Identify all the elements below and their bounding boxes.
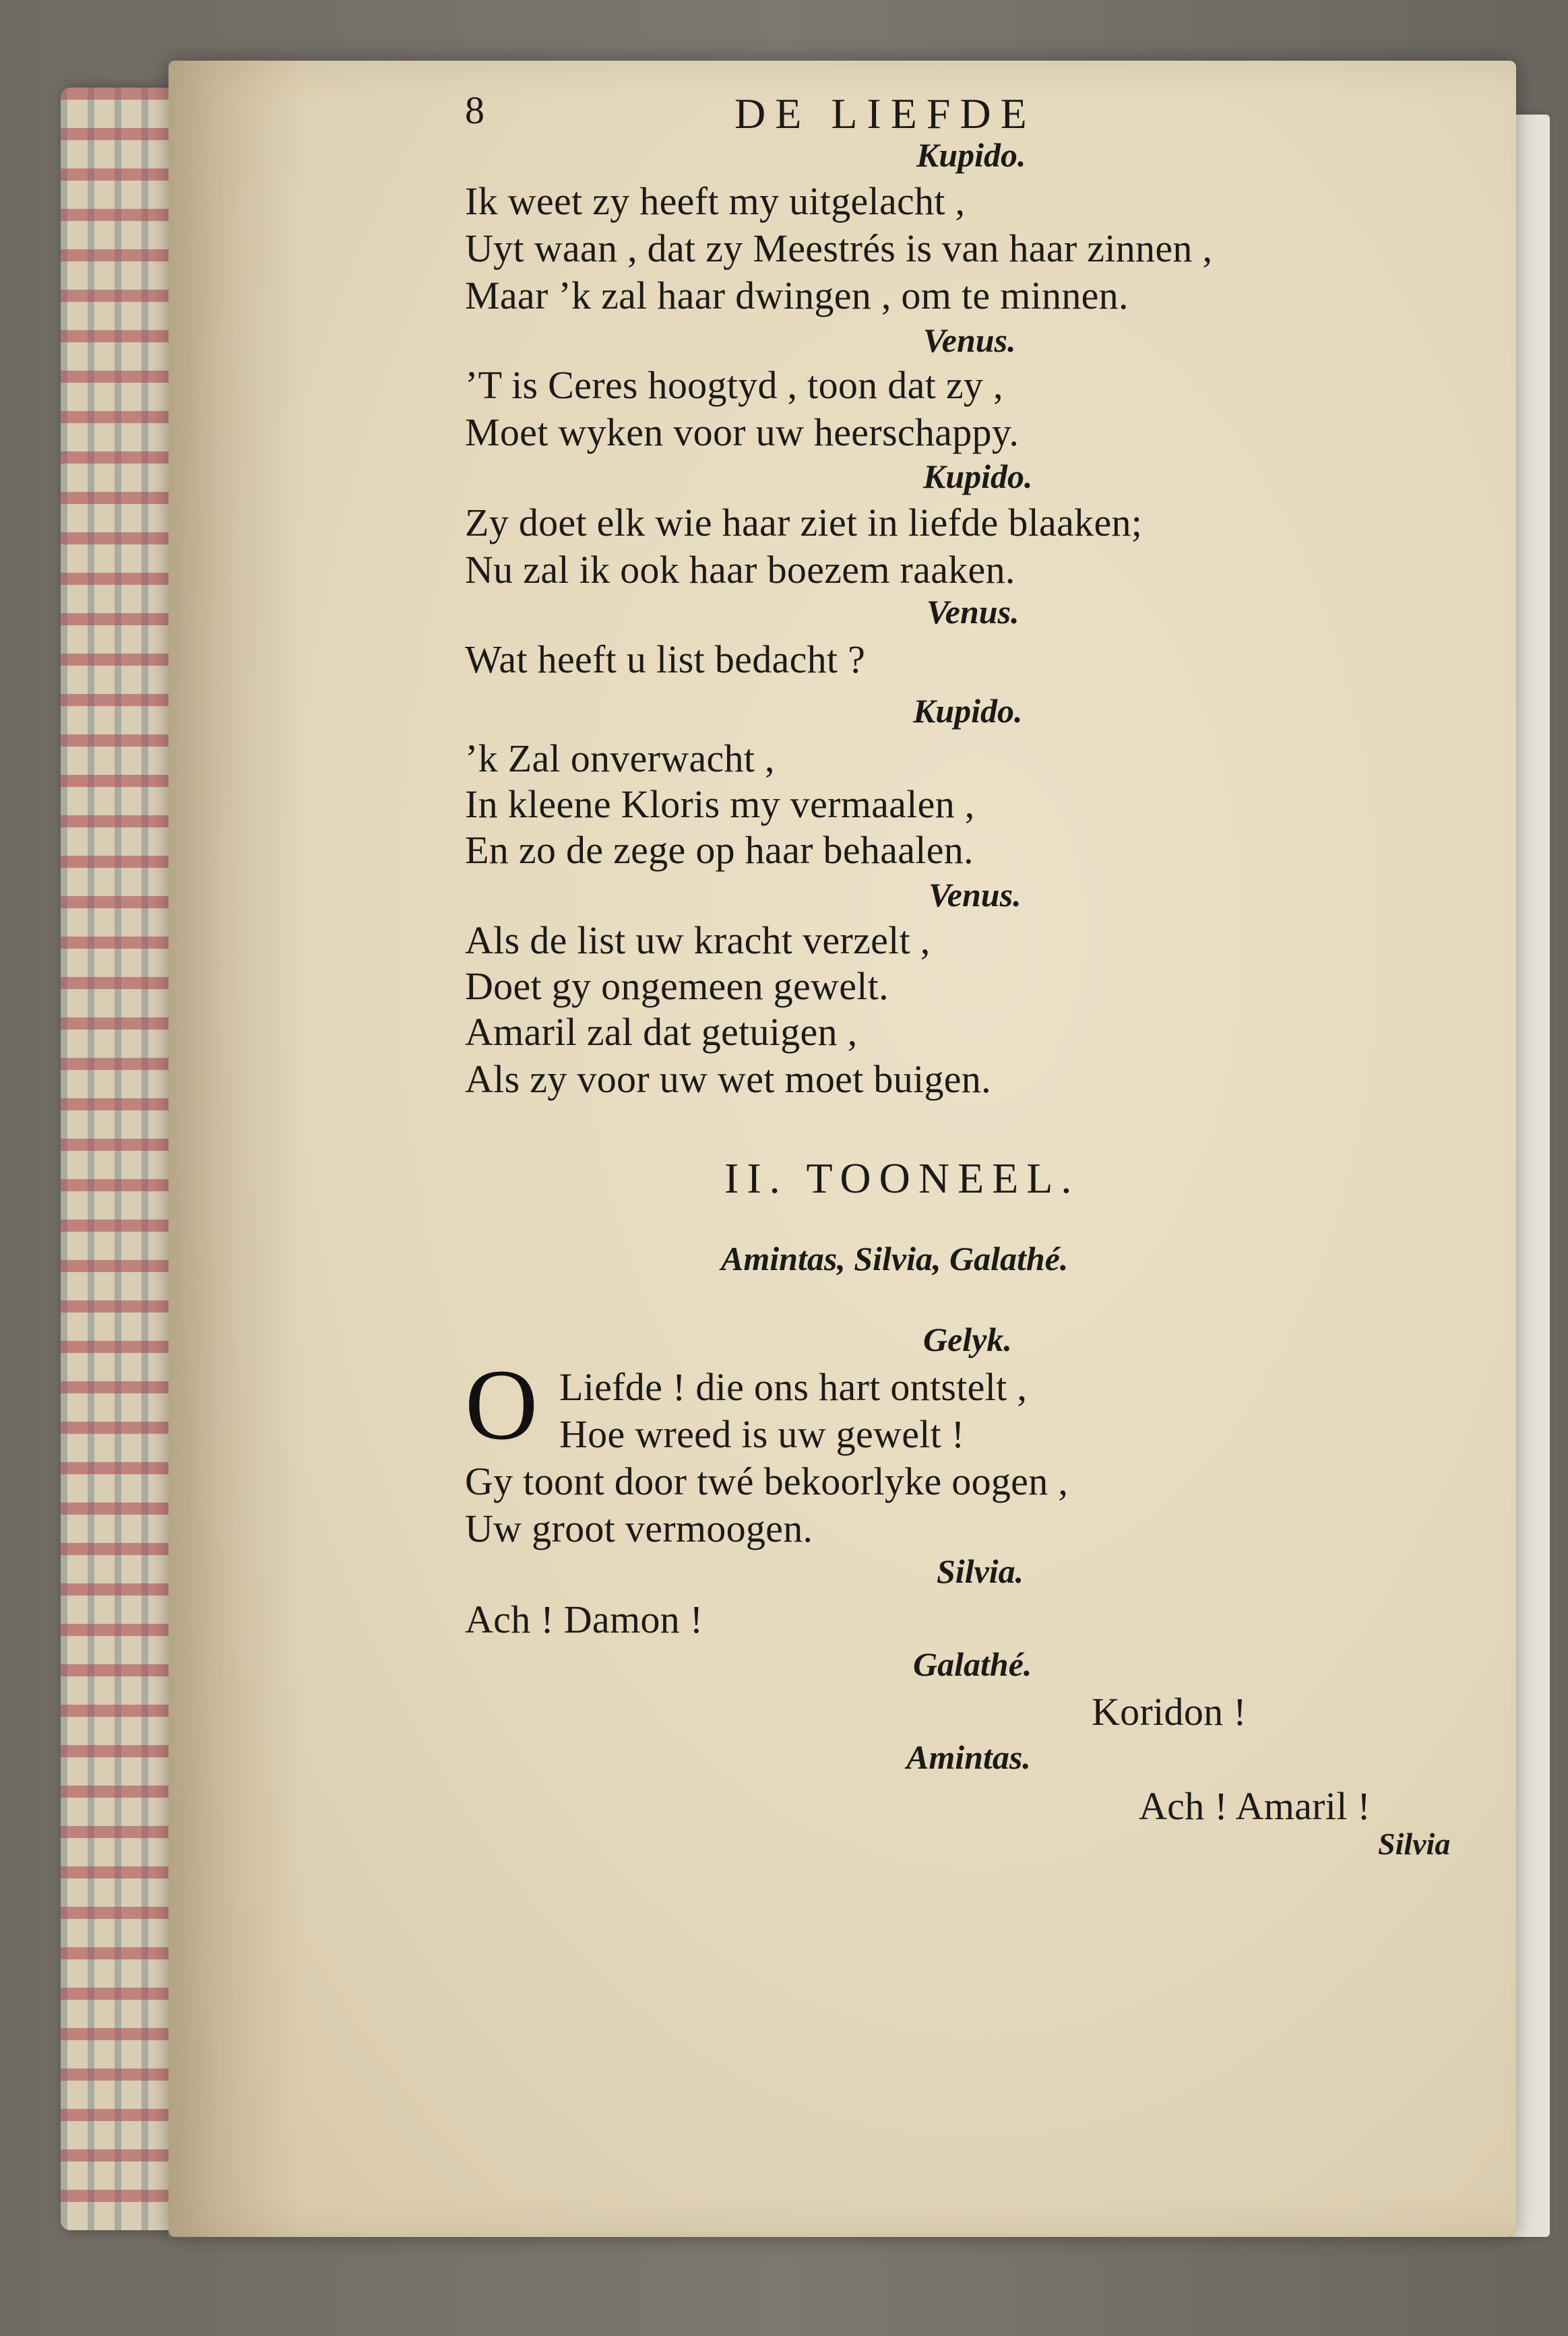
book-spine [61,88,175,2230]
verse-line: Moet wyken voor uw heerschappy. [465,410,1020,454]
verse-line: In kleene Kloris my vermaalen , [465,782,975,826]
scene-heading: II. TOONEEL. [724,1154,1080,1202]
verse-line: Liefde ! die ons hart ontstelt , [559,1365,1028,1409]
speaker-venus: Venus. [929,876,1022,914]
drop-cap-initial: O [465,1349,538,1461]
verse-line: ’k Zal onverwacht , [465,736,775,780]
song-label: Gelyk. [923,1321,1012,1358]
verse-line: Nu zal ik ook haar boezem raaken. [465,548,1015,592]
speaker-kupido: Kupido. [913,692,1023,730]
verse-line: Ik weet zy heeft my uitgelacht , [465,179,966,223]
catchword: Silvia [1378,1827,1451,1861]
verse-line: Gy toont door twé bekoorlyke oogen , [465,1459,1069,1503]
verse-line: Wat heeft u list bedacht ? [465,637,866,681]
speaker-amintas: Amintas. [906,1738,1031,1776]
verse-line: Doet gy ongemeen gewelt. [465,964,889,1008]
scene-characters: Amintas, Silvia, Galathé. [721,1240,1069,1277]
verse-line: Uw groot vermoogen. [465,1507,813,1550]
verse-line: Als zy voor uw wet moet buigen. [465,1057,991,1101]
verse-line: Ach ! Amaril ! [1139,1784,1371,1828]
verse-line: Zy doet elk wie haar ziet in liefde blaaken; [465,501,1143,544]
running-head: DE LIEFDE [734,90,1036,137]
verse-line: ’T is Ceres hoogtyd , toon dat zy , [465,363,1003,407]
speaker-kupido: Kupido. [916,136,1026,174]
verse-line: Koridon ! [1092,1690,1247,1734]
speaker-venus: Venus. [927,593,1020,631]
verse-line: Als de list uw kracht verzelt , [465,918,931,962]
verse-line: En zo de zege op haar behaalen. [465,828,974,872]
verse-line: Amaril zal dat getuigen , [465,1010,858,1054]
speaker-venus: Venus. [923,321,1016,359]
speaker-kupido: Kupido. [923,457,1033,495]
verse-line: Ach ! Damon ! [465,1598,703,1641]
speaker-galathe: Galathé. [913,1645,1032,1683]
page-number: 8 [465,88,484,132]
verse-line: Maar ’k zal haar dwingen , om te minnen. [465,274,1129,317]
speaker-silvia: Silvia. [937,1552,1024,1590]
verse-line: Hoe wreed is uw gewelt ! [559,1412,965,1456]
verse-line: Uyt waan , dat zy Meestrés is van haar zinnen , [465,226,1213,270]
